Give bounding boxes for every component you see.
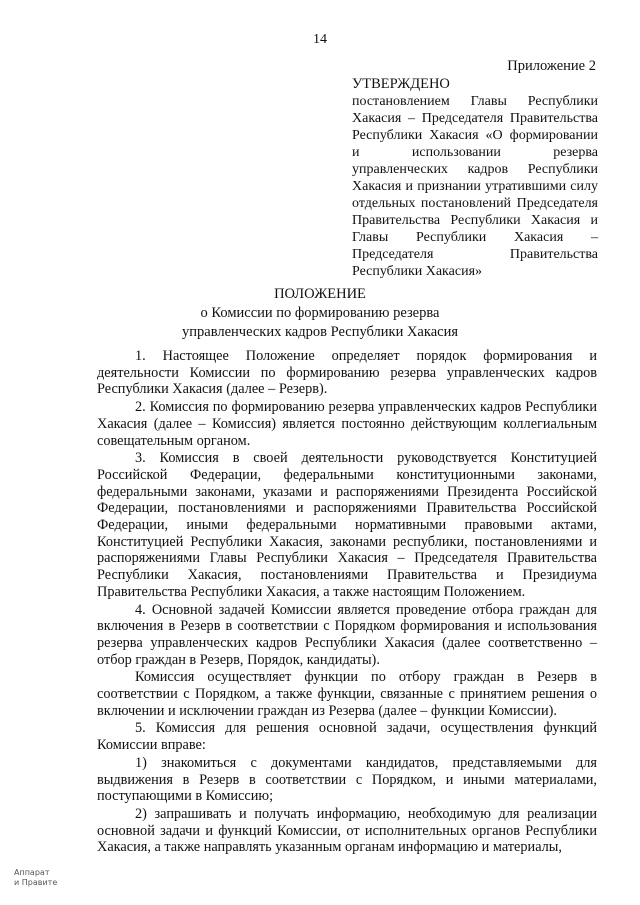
paragraph-2: 2. Комиссия по формированию резерва управленческих кадров Республики Хакасия (далее – Комиссия) является постоянно действующим коллегиальным совещательным органом. [97,399,597,449]
paragraph-4: 4. Основной задачей Комиссии является проведение отбора граждан для включения в Резерв в соответствии с Порядком формирования и использования резерва управленческих кадров Республики Хакасия (далее соответственно – отбор граждан в Резерв, Порядок, кандидаты). [97,601,597,668]
paragraph-5: 5. Комиссия для решения основной задачи, осуществления функций Комиссии вправе: [97,720,597,754]
document-title [0,285,640,342]
footer-line-1: Аппарат [14,868,50,877]
paragraph-4-continued: Комиссия осуществляет функции по отбору граждан в Резерв в соответствии с Порядком, а также функции, связанные с принятием решения о включении и исключении граждан из Резерва (далее – функции Комиссии). [97,669,597,719]
footer-line-2: и Правите [14,878,58,887]
title-line-1: о Комиссии по формированию резерва [200,305,440,321]
paragraph-5-item-1: 1) знакомиться с документами кандидатов, представляемыми для выдвижения в Резерв в соответствии с Порядком, и иными материалами, поступающими в Комиссию; [97,754,597,805]
footer-stamp [14,868,57,888]
document-body [97,348,597,857]
paragraph-1: 1. Настоящее Положение определяет порядок формирования и деятельности Комиссии по формированию резерва управленческих кадров Республики Хакасия (далее – Резерв). [97,348,597,398]
appendix-label: Приложение 2 [507,58,596,74]
approval-text: постановлением Главы Республики Хакасия – Председателя Правительства Республики Хакасия «О формировании и использовании резерва управленческих кадров Республики Хакасия и признании утратившими силу отдельных постановлений Председателя Правительства Республики Хакасия и Главы Республики Хакасия – Председателя Правительства Республики Хакасия» [352,94,598,279]
paragraph-3: 3. Комиссия в своей деятельности руководствуется Конституцией Российской Федерации, федеральными конституционными законами, федеральными законами, указами и распоряжениями Президента Российской Федерации, постановлениями и распоряжениями Правительства Российской Федерации, иными федеральными нормативными правовыми актами, Конституцией Республики Хакасия, законами республики, постановлениями и распоряжениями Главы Республики Хакасия – Председателя Правительства Республики Хакасия, постановлениями Правительства и Президиума Правительства Республики Хакасия, а также настоящим Положением. [97,450,597,600]
title-line-2: управленческих кадров Республики Хакасия [182,324,458,340]
paragraph-5-item-2: 2) запрашивать и получать информацию, необходимую для реализации основной задачи и функций Комиссии, от исполнительных органов Республики Хакасия, а также направлять указанным органам информацию и материалы, [97,805,597,856]
approval-heading: УТВЕРЖДЕНО [352,76,450,92]
page-number: 14 [313,32,327,47]
approval-block [352,76,598,280]
title-main: ПОЛОЖЕНИЕ [274,286,366,302]
